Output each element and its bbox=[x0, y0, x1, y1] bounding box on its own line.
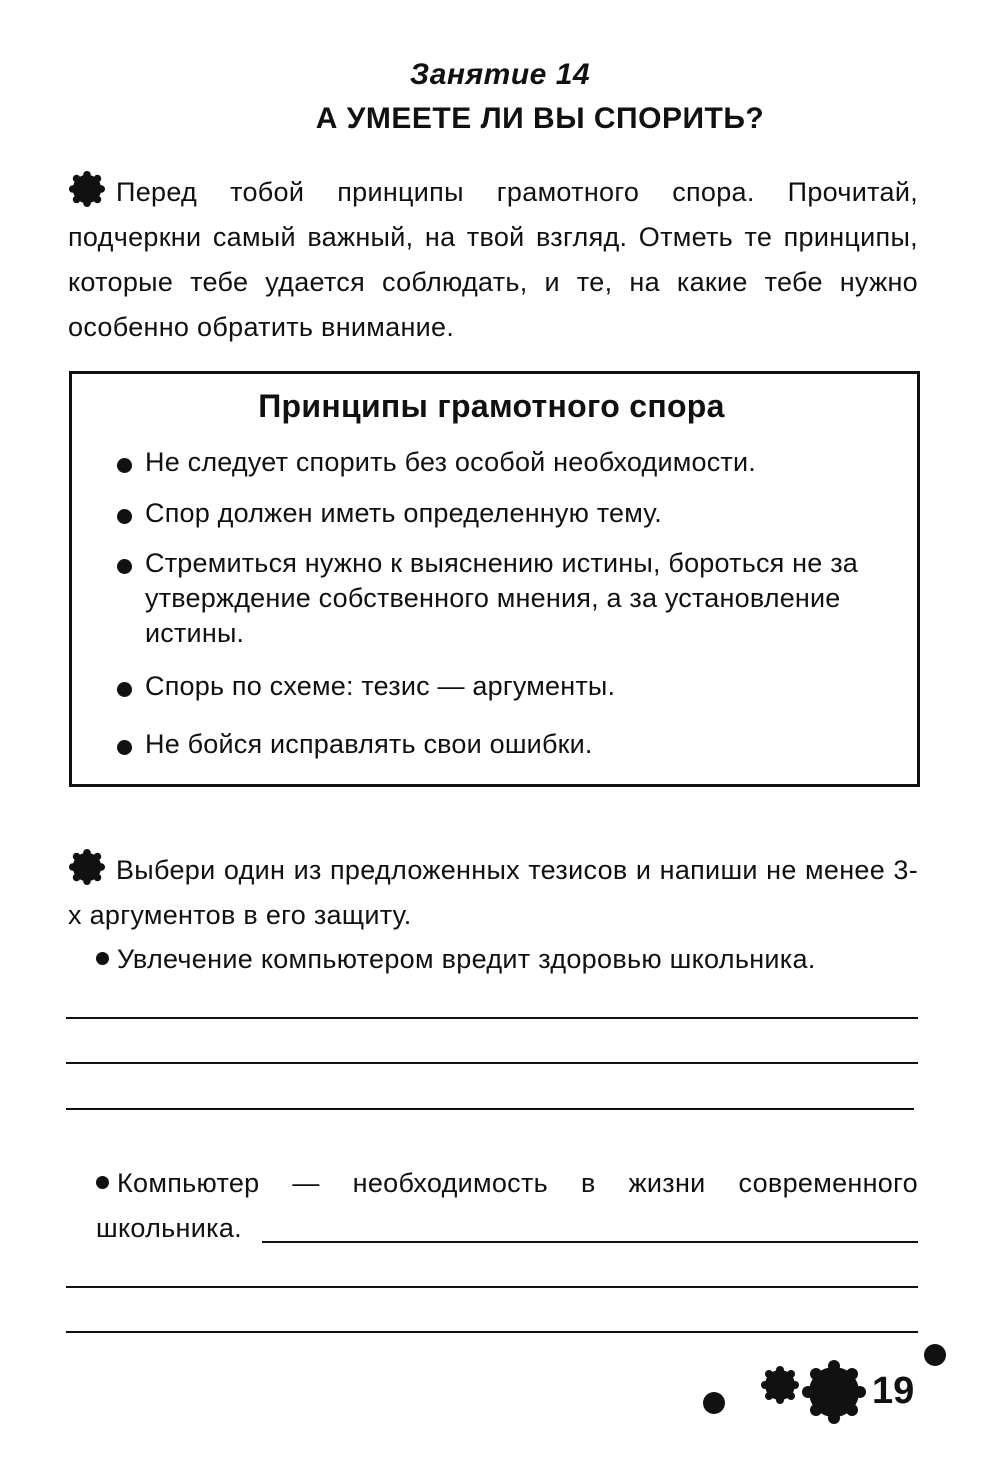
answer-line[interactable] bbox=[66, 1286, 918, 1288]
task-2-text: Выбери один из предложенных тезисов и напиши не менее 3-х аргументов в его защиту. bbox=[68, 855, 918, 930]
answer-line[interactable] bbox=[66, 1108, 914, 1110]
principle-text: Не следует спорить без особой необходимости. bbox=[145, 447, 756, 477]
answer-line[interactable] bbox=[66, 1017, 918, 1019]
blot-icon bbox=[68, 848, 106, 886]
dot-icon bbox=[924, 1344, 946, 1366]
principle-text: Спорь по схеме: тезис — аргументы. bbox=[145, 671, 616, 701]
principle-text: Спор должен иметь определенную тему. bbox=[145, 498, 663, 528]
blot-icon bbox=[802, 1360, 866, 1424]
bullet-icon bbox=[96, 952, 109, 965]
bullet-icon bbox=[117, 682, 132, 697]
blot-icon bbox=[68, 170, 106, 208]
bullet-icon bbox=[117, 740, 132, 755]
blot-icon bbox=[761, 1366, 799, 1404]
principle-item bbox=[117, 445, 887, 480]
page-number: 19 bbox=[872, 1370, 915, 1412]
task-1 bbox=[68, 170, 918, 350]
principles-title: Принципы грамотного спора bbox=[258, 388, 725, 424]
thesis-1 bbox=[96, 937, 918, 982]
bullet-icon bbox=[117, 559, 132, 574]
principle-item bbox=[117, 496, 887, 531]
principle-item bbox=[117, 727, 887, 762]
bullet-icon bbox=[117, 458, 132, 473]
bullet-icon bbox=[117, 509, 132, 524]
task-1-text: Перед тобой принципы грамотного спора. Прочитай, подчеркни самый важный, на твой взгляд. Отметь те принципы, которые тебе удается соблюдать, и те, на какие тебе нужно особенно обратить внимание. bbox=[68, 177, 918, 342]
thesis-text: Компьютер — необходимость в жизни современного школьника. bbox=[96, 1168, 918, 1243]
answer-line[interactable] bbox=[66, 1062, 918, 1064]
answer-line[interactable] bbox=[262, 1241, 918, 1243]
page-decoration bbox=[690, 1340, 960, 1430]
lesson-number: Занятие 14 bbox=[409, 58, 591, 91]
thesis-2 bbox=[96, 1161, 918, 1251]
principle-text: Стремиться нужно к выяснению истины, бороться не за утверждение собственного мнения, а за установление истины. bbox=[145, 548, 859, 648]
page-title: А УМЕЕТЕ ЛИ ВЫ СПОРИТЬ? bbox=[315, 102, 765, 135]
principle-item bbox=[117, 546, 887, 651]
dot-icon bbox=[703, 1392, 725, 1414]
thesis-text: Увлечение компьютером вредит здоровью школьника. bbox=[117, 944, 816, 974]
principle-item bbox=[117, 669, 887, 704]
task-2 bbox=[68, 848, 918, 938]
bullet-icon bbox=[96, 1176, 109, 1189]
principle-text: Не бойся исправлять свои ошибки. bbox=[145, 729, 593, 759]
answer-line[interactable] bbox=[66, 1331, 918, 1333]
